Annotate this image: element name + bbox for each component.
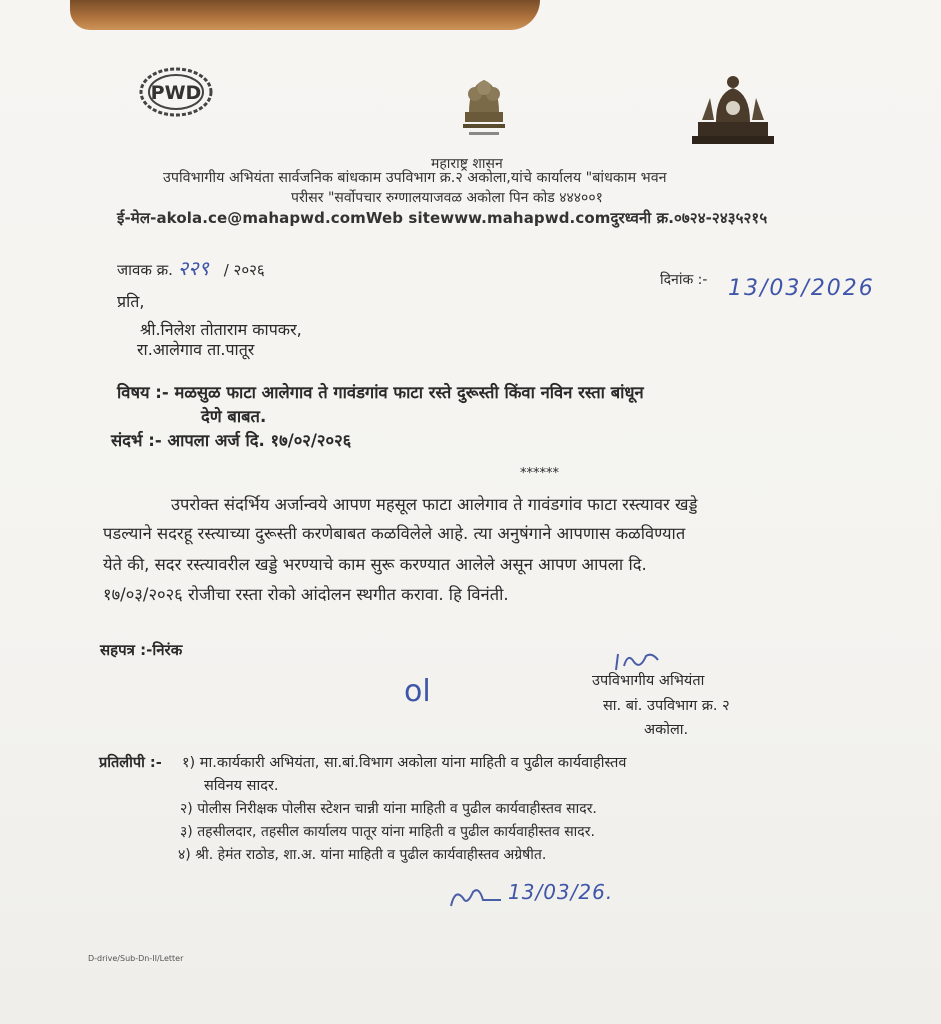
ref-number-handwritten: २२९ [177, 256, 209, 280]
body-line-2: पडल्याने सदरहू रस्त्याच्या दुरूस्ती करणेबाबत कळविलेले आहे. त्या अनुषंगाने आपणास कळविण्यात [103, 524, 686, 543]
office-line-2: परीसर "सर्वोपचार रुग्णालयाजवळ अकोला पिन कोड ४४४००१ [291, 190, 603, 206]
receipt-signature-icon [445, 882, 505, 912]
recipient-label: प्रति, [117, 292, 145, 311]
pwd-logo-icon [138, 66, 214, 118]
date-handwritten: 13/03/2026 [728, 276, 875, 301]
pwd-logo-text: PWD [150, 82, 202, 104]
copies-label: प्रतिलीपी :- [99, 755, 162, 771]
copy-item-1-cont: सविनय सादर. [204, 778, 279, 794]
copy-item-2: २) पोलीस निरीक्षक पोलीस स्टेशन चान्नी यांना माहिती व पुढील कार्यवाहीस्तव सादर. [180, 801, 597, 817]
signatory-city: अकोला. [644, 722, 689, 738]
national-emblem-icon [455, 72, 513, 140]
signatory-office: सा. बां. उपविभाग क्र. २ [603, 698, 730, 714]
receipt-date: 13/03/26. [508, 880, 614, 904]
subject-reference: संदर्भ :- आपला अर्ज दि. १७/०२/२०२६ [111, 431, 352, 450]
body-line-1: उपरोक्त संदर्भिय अर्जान्वये आपण महसूल फाटा आलेगाव ते गावंडगांव फाटा रस्त्यावर खड्डे [171, 495, 698, 514]
copy-item-3: ३) तहसीलदार, तहसील कार्यालय पातूर यांना माहिती व पुढील कार्यवाहीस्तव सादर. [180, 824, 595, 840]
body-line-4: १७/०३/२०२६ रोजीचा रस्ता रोको आंदोलन स्थगीत करावा. हि विनंती. [103, 585, 509, 604]
footer-path: D-drive/Sub-Dn-II/Letter [88, 954, 184, 963]
body-line-3: येते की, सदर रस्त्यावरील खड्डे भरण्याचे काम सुरू करण्यात आलेले असून आपण आपला दि. [103, 555, 647, 574]
office-line-1: उपविभागीय अभियंता सार्वजनिक बांधकाम उपविभाग क्र.२ अकोला,यांचे कार्यालय "बांधकाम भवन [163, 170, 667, 186]
signatory-title: उपविभागीय अभियंता [592, 673, 705, 689]
recipient-address: रा.आलेगाव ता.पातूर [137, 340, 255, 359]
copy-item-4: ४) श्री. हेमंत राठोड, शा.अ. यांना माहिती व पुढील कार्यवाहीस्तव अग्रेषीत. [178, 847, 547, 863]
subject-line-2: देणे बाबत. [201, 407, 267, 426]
date-label: दिनांक :- [660, 272, 708, 288]
ref-year: / २०२६ [223, 261, 265, 279]
reference-number [117, 254, 265, 281]
subject-line-1: विषय :- मळसुळ फाटा आलेगाव ते गावंडगांव फाटा रस्ते दुरूस्ती किंवा नविन रस्ता बांधून [117, 383, 644, 402]
recipient-name: श्री.निलेश तोताराम कापकर, [140, 320, 302, 339]
copy-item-1: १) मा.कार्यकारी अभियंता, सा.बां.विभाग अकोला यांना माहिती व पुढील कार्यवाहीस्तव [182, 755, 627, 771]
separator: ****** [520, 466, 559, 481]
wooden-table-edge [70, 0, 540, 30]
enclosure: सहपत्र :-निरंक [100, 641, 183, 659]
ref-prefix: जावक क्र. [117, 261, 173, 279]
signature-icon [612, 650, 662, 672]
contact-line: ई-मेल-akola.ce@mahapwd.comWeb sitewww.mahapwd.comदुरध्वनी क्र.०७२४-२४३५२१५ [117, 209, 768, 227]
government-name: महाराष्ट्र शासन [431, 156, 503, 172]
initials-mark: ol [404, 674, 431, 709]
maharashtra-seal-icon [688, 70, 778, 148]
